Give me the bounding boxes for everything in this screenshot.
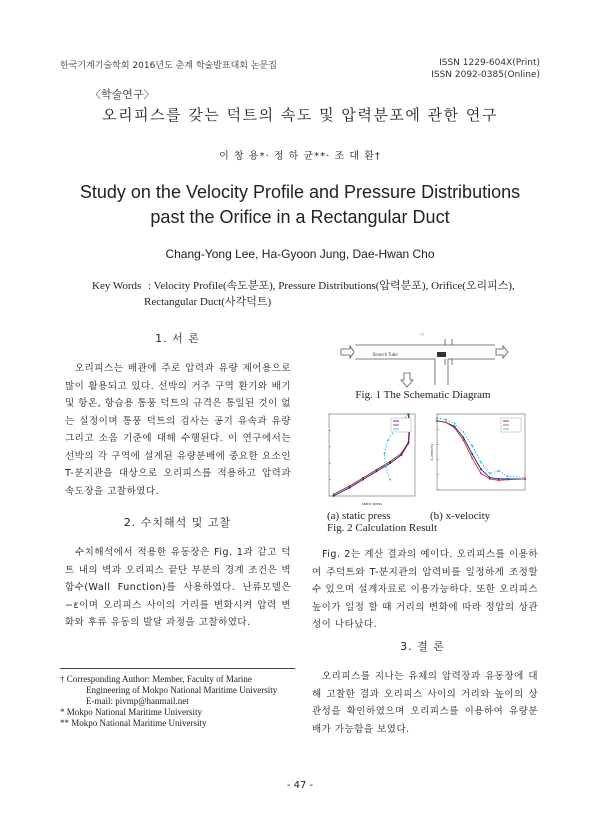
chart-static-press [315, 410, 420, 510]
footnote-aff-1: * Mokpo National Maritime University [60, 707, 202, 717]
inlet-arrow-icon [341, 346, 354, 358]
data-point [524, 478, 526, 480]
data-point [480, 473, 482, 475]
data-point [376, 469, 378, 471]
data-point [489, 473, 491, 475]
data-point [389, 479, 391, 481]
data-point [349, 485, 351, 487]
footnote-corr-3: E-mail: pivmp@hanmail.net [86, 696, 189, 706]
footnotes [60, 674, 300, 729]
data-point [498, 480, 500, 482]
data-point [498, 470, 500, 472]
schematic-diagram [340, 325, 510, 390]
section-intro-heading: 1. 서 론 [155, 332, 200, 345]
branch-tube-label: Branch Tube [373, 352, 398, 357]
fig2-caption: Fig. 2 Calculation Result [327, 522, 437, 534]
data-point [445, 419, 447, 421]
chart-x-velocity [425, 410, 530, 500]
data-point [463, 431, 465, 433]
data-point [445, 421, 447, 423]
fig2a-subcaption: (a) static press [327, 510, 391, 522]
data-point [362, 477, 364, 479]
journal-name: 한국기계기술학회 2016년도 춘계 학술발표대회 논문집 [60, 61, 277, 71]
outlet-arrow-icon [496, 346, 508, 358]
title-english-line2: past the Orifice in a Rectangular Duct [150, 207, 450, 227]
category-label: 〈학술연구〉 [90, 88, 155, 101]
title-korean: 오리피스를 갖는 덕트의 속도 및 압력분포에 관한 연구 [102, 106, 498, 124]
page-number: - 47 - [286, 780, 314, 791]
data-point [480, 468, 482, 470]
footnote-aff-2: ** Mokpo National Maritime University [60, 718, 207, 728]
data-point [471, 445, 473, 447]
data-point [333, 495, 335, 497]
section-method-heading: 2. 수치해석 및 고찰 [123, 516, 232, 529]
title-english-line1: Study on the Velocity Profile and Pressure Distributions [79, 182, 521, 202]
data-point [471, 453, 473, 455]
data-point [333, 494, 335, 496]
flow-down-arrow-icon [400, 372, 414, 388]
data-point [387, 439, 389, 441]
data-point [389, 462, 391, 464]
footnote-divider [60, 668, 295, 669]
data-point [480, 462, 482, 464]
data-point [384, 453, 386, 455]
issn-online: ISSN 2092-0385(Online) [431, 70, 540, 80]
data-point [498, 478, 500, 480]
chart-legend [391, 418, 411, 432]
data-point [436, 417, 438, 419]
svg-text:▯ ▯: ▯ ▯ [420, 332, 425, 336]
fig2b-subcaption: (b) x-velocity [430, 510, 491, 522]
data-point [463, 439, 465, 441]
data-point [436, 420, 438, 422]
chart-legend [501, 418, 521, 432]
data-point [349, 487, 351, 489]
authors-korean: 이 창 용*· 정 하 균**· 조 대 환† [219, 151, 381, 162]
data-point [489, 478, 491, 480]
fig1-caption: Fig. 1 The Schematic Diagram [355, 389, 491, 401]
x-axis-label: static press [361, 502, 383, 506]
data-point [401, 454, 403, 456]
data-point [376, 471, 378, 473]
section-conclusion-text: 오리피스를 지나는 유체의 압력장과 유동장에 대해 고찰한 결과 오리피스 사이의 거리와 높이의 상관성을 확인하였으며 오리피스를 이용하여 유량분배가 가능함을 보였다. [312, 671, 538, 735]
footnote-corr-2: Engineering of Mokpo National Maritime University [86, 685, 278, 695]
keywords-line1: : Velocity Profile(속도분포), Pressure Distributions(압력분포), Orifice(오리피스), [148, 280, 515, 292]
data-point [524, 477, 526, 479]
data-point [401, 453, 403, 455]
section-conclusion-heading: 3. 결 론 [400, 640, 445, 653]
section-results-text: Fig. 2는 계산 결과의 예이다. 오리피스를 이용하여 주덕트와 T-분지관의 압력비를 일정하게 조정할 수 있으며 설계자료로 이용가능하다. 또한 오리피스높이가 일정 할 때 거리의 변화에 따라 정압의 상관성이 나타났다. [312, 549, 538, 630]
data-point [454, 427, 456, 429]
data-point [507, 475, 509, 477]
y-axis-label: x-velocity [430, 443, 434, 461]
data-point [389, 461, 391, 463]
data-point [385, 466, 387, 468]
keywords-label: Key Words [92, 280, 142, 292]
data-point [408, 441, 410, 443]
data-point [407, 413, 409, 415]
keywords-line2: Rectangular Duct(사각덕트) [144, 296, 272, 308]
data-point [471, 457, 473, 459]
footnote-corr-1: † Corresponding Author: Member, Faculty of Marine [60, 674, 252, 684]
section-method-text: 수치해석에서 적용한 유동장은 Fig. 1과 같고 덕트 내의 벽과 오리피스 끝단 부분의 경계 조건은 벽함수(Wall Function)를 사용하였다. 난류모델은 −ε이며 오리피스 사이의 거리를 변화시켜 압력 변화와 후류 유동의 발달 과정을 고찰하였다. [65, 547, 291, 628]
data-point [362, 479, 364, 481]
section-intro-text: 오리피스는 배관에 주로 압력과 유량 제어용으로 많이 활용되고 있다. 선박의 거주 구역 환기와 배기 및 항온, 항습용 통풍 덕트의 규격은 통일된 것이 없는 실정이며 통풍 덕트의 검사는 공기 유속과 유량 그리고 소음 기준에 대해 수행된다. 이 연구에서는 선박의 각 구역에 설계된 유량분배에 중요한 요소인 T-분지관을 대상으로 오리피스를 적용하고 압력과 속도장을 고찰하였다. [65, 363, 291, 497]
authors-english: Chang-Yong Lee, Ha-Gyoon Jung, Dae-Hwan Cho [165, 247, 435, 261]
data-point [507, 479, 509, 481]
issn-print: ISSN 1229-604X(Print) [439, 58, 540, 68]
data-point [454, 423, 456, 425]
data-point [463, 437, 465, 439]
